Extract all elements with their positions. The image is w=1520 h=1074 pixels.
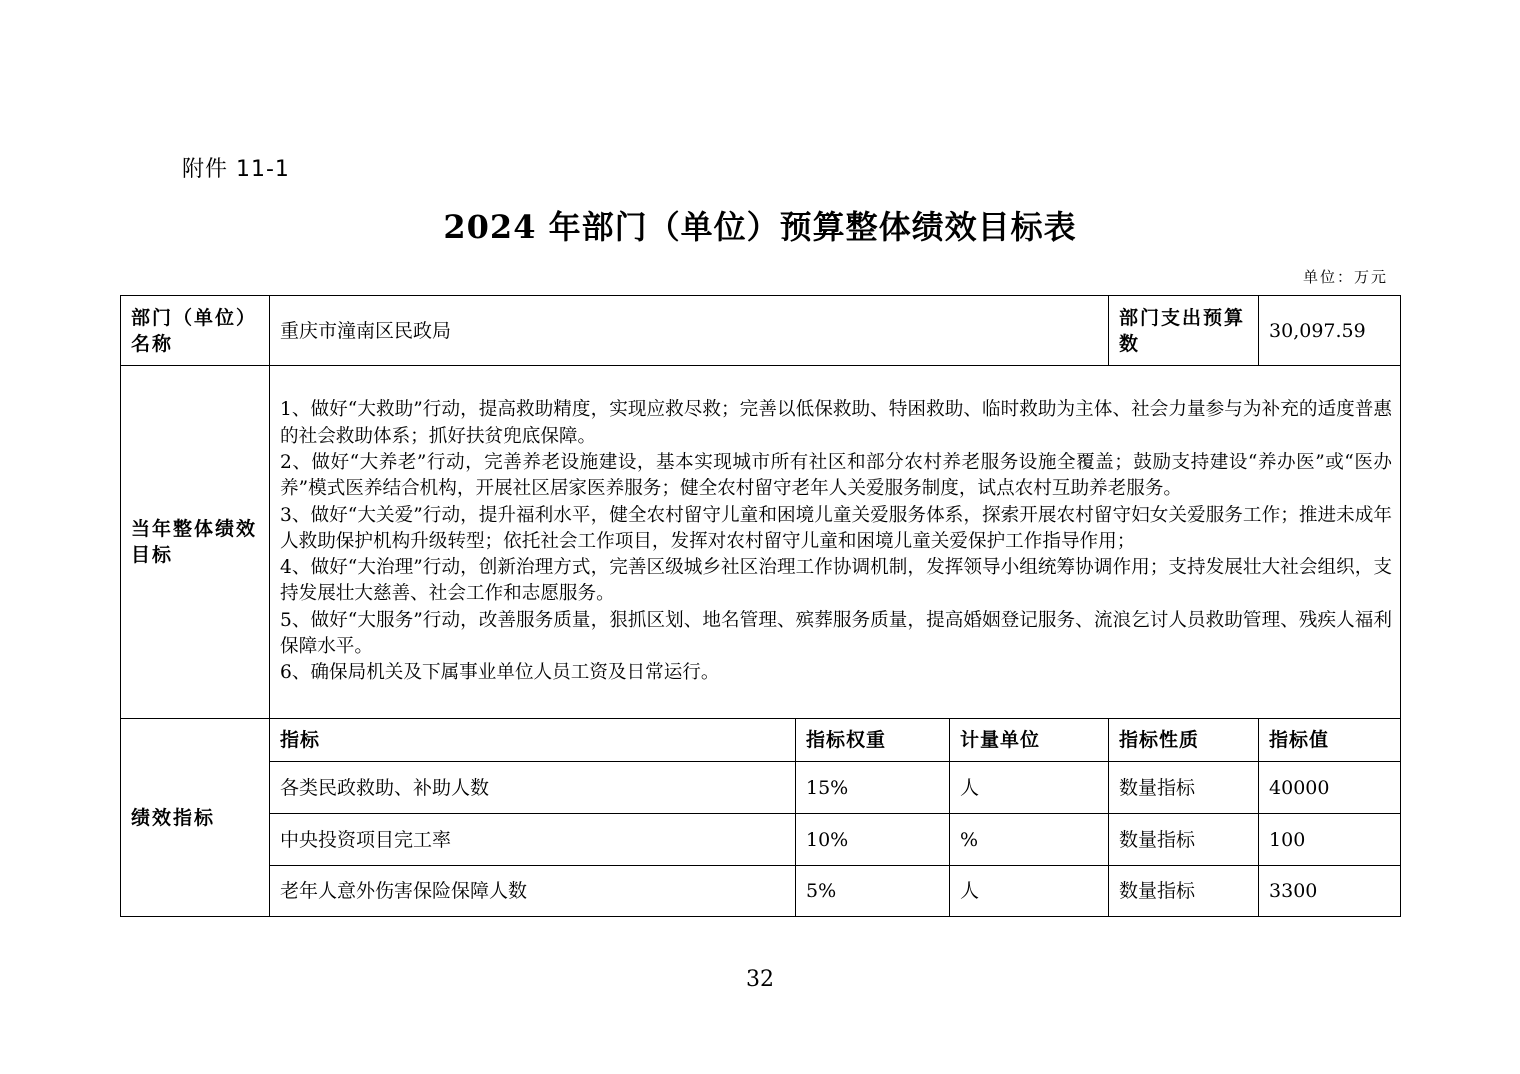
- table-row: [121, 866, 1401, 917]
- indicator-name: 老年人意外伤害保险保障人数: [270, 866, 796, 917]
- indicator-header-row: [121, 719, 1401, 762]
- goal-item-1: 1、做好“大救助”行动，提高救助精度，实现应救尽救；完善以低保救助、特困救助、临时救助为主体、社会力量参与为补充的适度普惠的社会救助体系；抓好扶贫兜底保障。: [280, 399, 1393, 447]
- goals-row: [121, 366, 1401, 719]
- indicator-value: 3300: [1259, 866, 1401, 917]
- table-row: [121, 762, 1401, 814]
- performance-table: [120, 295, 1401, 917]
- page-title: 2024 年部门（单位）预算整体绩效目标表: [443, 208, 1077, 246]
- goal-item-2: 2、做好“大养老”行动，完善养老设施建设，基本实现城市所有社区和部分农村养老服务设施全覆盖；鼓励支持建设“养办医”或“医办养”模式医养结合机构，开展社区居家医养服务；健全农村留守老年人关爱服务制度，试点农村互助养老服务。: [280, 451, 1393, 500]
- goals-content: [270, 366, 1401, 719]
- header-indicator: 指标: [270, 719, 796, 762]
- indicator-weight: 5%: [796, 866, 950, 917]
- dept-name-label: 部门（单位）名称: [121, 296, 270, 366]
- indicator-weight: 10%: [796, 814, 950, 866]
- page-number: 32: [746, 967, 774, 992]
- indicator-nature: 数量指标: [1109, 814, 1259, 866]
- indicator-unit: %: [950, 814, 1109, 866]
- indicator-name: 各类民政救助、补助人数: [270, 762, 796, 814]
- dept-row: [121, 296, 1401, 366]
- table-row: [121, 814, 1401, 866]
- goal-item-4: 4、做好“大治理”行动，创新治理方式，完善区级城乡社区治理工作协调机制，发挥领导小组统筹协调作用；支持发展壮大社会组织，支持发展壮大慈善、社会工作和志愿服务。: [280, 557, 1393, 605]
- indicator-value: 100: [1259, 814, 1401, 866]
- goal-item-5: 5、做好“大服务”行动，改善服务质量，狠抓区划、地名管理、殡葬服务质量，提高婚姻登记服务、流浪乞讨人员救助管理、残疾人福利保障水平。: [280, 609, 1393, 658]
- header-value: 指标值: [1259, 719, 1401, 762]
- header-nature: 指标性质: [1109, 719, 1259, 762]
- dept-budget-label: 部门支出预算数: [1109, 296, 1259, 366]
- indicator-value: 40000: [1259, 762, 1401, 814]
- indicators-label: 绩效指标: [121, 719, 270, 917]
- goal-item-6: 6、确保局机关及下属事业单位人员工资及日常运行。: [280, 662, 720, 684]
- indicator-name: 中央投资项目完工率: [270, 814, 796, 866]
- indicator-unit: 人: [950, 866, 1109, 917]
- indicator-unit: 人: [950, 762, 1109, 814]
- dept-name-value: 重庆市潼南区民政局: [270, 296, 1109, 366]
- unit-note: 单位：万元: [1302, 268, 1388, 286]
- indicator-nature: 数量指标: [1109, 866, 1259, 917]
- header-weight: 指标权重: [796, 719, 950, 762]
- dept-budget-value: 30,097.59: [1259, 296, 1401, 366]
- indicator-weight: 15%: [796, 762, 950, 814]
- indicator-nature: 数量指标: [1109, 762, 1259, 814]
- goals-label: 当年整体绩效目标: [121, 366, 270, 719]
- header-unit: 计量单位: [950, 719, 1109, 762]
- attachment-label: 附件 11-1: [182, 157, 290, 182]
- goal-item-3: 3、做好“大关爱”行动，提升福利水平，健全农村留守儿童和困境儿童关爱服务体系，探索开展农村留守妇女关爱服务工作；推进未成年人救助保护机构升级转型；依托社会工作项目，发挥对农村留守儿童和困境儿童关爱保护工作指导作用；: [280, 504, 1393, 552]
